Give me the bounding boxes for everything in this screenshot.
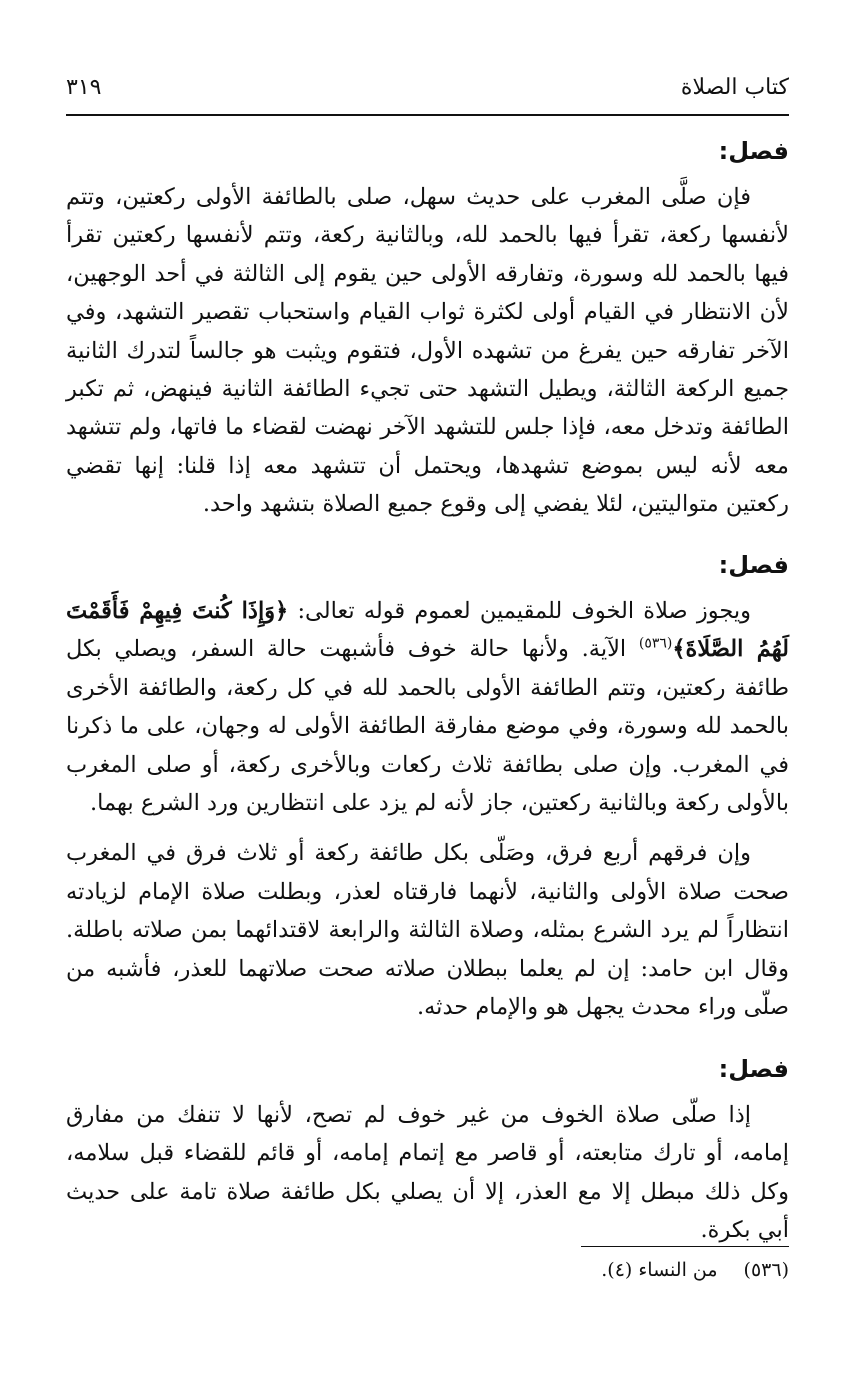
section-2-paragraph-2: وإن فرقهم أربع فرق، وصَلّى بكل طائفة ركعة أو ثلاث فرق في المغرب صحت صلاة الأولى والثانية، لأنهما فارقتاه لعذر، وبطلت صلاة الإمام لزيادته انتظاراً لم يرد الشرع بمثله، وصلاة الثالثة والرابعة لاقتدائهما بمن صلاته باطلة. وقال ابن حامد: إن لم يعلما ببطلان صلاته صحت صلاتهما للعذر، فأشبه من صلّى وراء محدث يجهل هو والإمام حدثه. xyxy=(66,840,789,1021)
header-rule xyxy=(66,114,789,116)
section-2 xyxy=(66,548,789,1026)
footnote xyxy=(66,1256,789,1284)
book-title: كتاب الصلاة xyxy=(680,75,789,100)
section-2-continuation-text: الآية. ولأنها حالة خوف فأشبهت حالة السفر، ويصلي بكل طائفة ركعتين، وتتم الطائفة الأولى بالحمد لله في كل ركعة، والطائفة الأخرى بالحمد لله وسورة، وفي موضع مفارقة الطائفة الأولى له وجهان، على ما ذكرنا في المغرب. وإن صلى بطائفة ثلاث ركعات وبالأخرى ركعة، أو صلى المغرب بالأولى ركعة وبالثانية ركعتين، جاز لأنه لم يزد على انتظارين ورد الشرع بهما. xyxy=(66,636,789,817)
section-2-intro-text: ويجوز صلاة الخوف للمقيمين لعموم قوله تعالى: xyxy=(288,598,751,624)
section-1 xyxy=(66,134,789,524)
section-2-heading: فصل: xyxy=(718,551,789,579)
running-header xyxy=(66,60,789,100)
section-3-paragraph: إذا صلّى صلاة الخوف من غير خوف لم تصح، لأنها لا تنفك من مفارق إمامه، أو تارك متابعته، أو قاصر مع إتمام إمامه، أو قائم للقضاء قبل سلامه، وكل ذلك مبطل إلا مع العذر، إلا أن يصلي بكل طائفة صلاة تامة على حديث أبي بكرة. xyxy=(66,1102,789,1244)
section-3 xyxy=(66,1052,789,1250)
page-number: ٣١٩ xyxy=(66,75,102,100)
footnote-reference[interactable]: (٥٣٦) xyxy=(638,635,673,652)
section-3-heading: فصل: xyxy=(718,1055,789,1083)
footnote-rule xyxy=(581,1246,789,1247)
footnote-number: (٥٣٦) xyxy=(743,1259,789,1281)
section-1-heading: فصل: xyxy=(718,137,789,165)
quran-verse: ﴿وَإِذَا كُنتَ فِيهِمْ فَأَقَمْتَ لَهُمُ الصَّلَاةَ﴾ xyxy=(66,598,789,663)
footnote-text: من النساء (٤). xyxy=(601,1259,718,1281)
section-1-paragraph: فإن صلَّى المغرب على حديث سهل، صلى بالطائفة الأولى ركعتين، وتتم لأنفسها ركعة، تقرأ فيها بالحمد لله، وبالثانية ركعة، وتتم لأنفسها ركعتين تقرأ فيها بالحمد لله وسورة، وتفارقه الأولى حين يقوم إلى الثالثة في أحد الوجهين، لأن الانتظار في القيام أولى لكثرة ثواب القيام واستحباب تقصير التشهد، وفي الآخر تفارقه حين يفرغ من تشهده الأول، فتقوم ويثبت هو جالساً لتدرك الثانية جميع الركعة الثالثة، ويطيل التشهد حتى تجيء الطائفة الثانية فينهض، ثم تكبر الطائفة وتدخل معه، فإذا جلس للتشهد الآخر نهضت لقضاء ما فاتها، ولم تتشهد معه لأنه ليس بموضع تشهدها، ويحتمل أن تتشهد معه إذا قلنا: إنها تقضي ركعتين متواليتين، لئلا يفضي إلى وقوع جميع الصلاة بتشهد واحد. xyxy=(66,184,789,518)
section-2-paragraph-1 xyxy=(66,592,789,822)
